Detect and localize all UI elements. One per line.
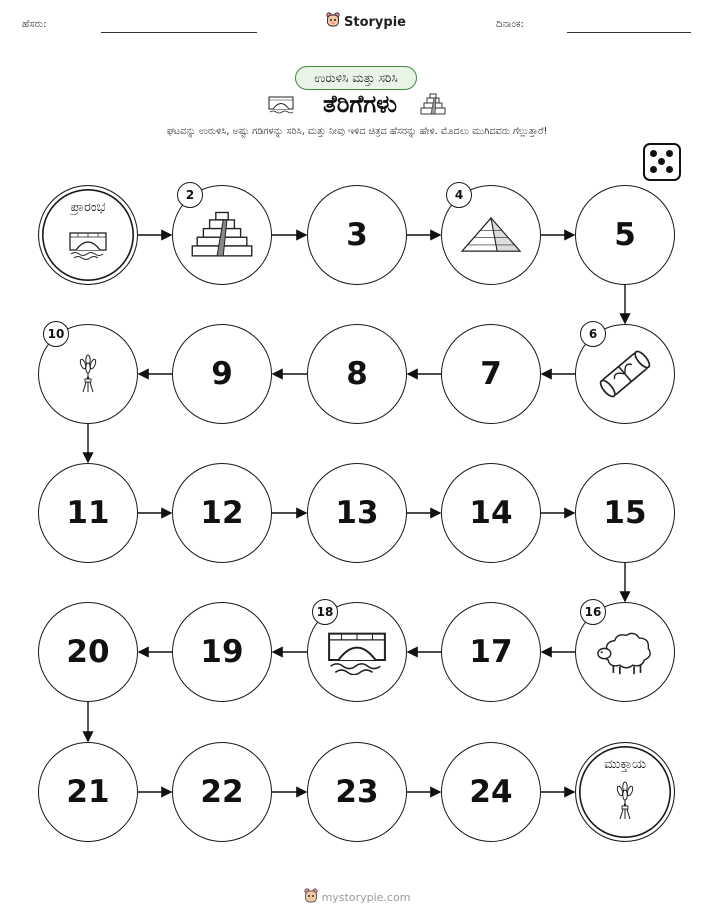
space-number-badge: 6: [580, 321, 606, 347]
board-space-19[interactable]: [172, 602, 272, 702]
board-space-20[interactable]: [38, 602, 138, 702]
date-line[interactable]: [567, 32, 691, 33]
board-space-15[interactable]: [575, 463, 675, 563]
pyramid-icon: [460, 216, 522, 253]
board-space-8[interactable]: [307, 324, 407, 424]
board-space-3[interactable]: [307, 185, 407, 285]
finish-label: ಮುಕ್ತಾಯ: [604, 757, 646, 772]
page-title: ತೆರಿಗೆಗಳು: [323, 90, 397, 118]
storypie-mascot-icon: [326, 12, 340, 32]
board-space-17[interactable]: [441, 602, 541, 702]
scroll-icon: [594, 343, 656, 405]
board-space-5[interactable]: [575, 185, 675, 285]
name-label: ಹೆಸರು:: [22, 19, 47, 30]
space-number: 9: [211, 356, 233, 392]
board-space-24[interactable]: [441, 742, 541, 842]
storypie-mascot-icon: [304, 888, 318, 907]
dice-pip: [666, 150, 673, 157]
space-number: 5: [614, 217, 636, 253]
space-number: 8: [346, 356, 368, 392]
space-number: 13: [335, 495, 379, 531]
stepped-pyramid-icon: [418, 92, 448, 122]
space-number: 21: [66, 774, 110, 810]
date-label: ದಿನಾಂಕ:: [496, 19, 524, 30]
sheep-icon: [594, 629, 656, 676]
start-space[interactable]: [38, 185, 138, 285]
space-number: 17: [469, 634, 513, 670]
wheat-icon: [76, 354, 100, 394]
board-space-22[interactable]: [172, 742, 272, 842]
dice-pip: [658, 158, 665, 165]
board-space-6[interactable]: [575, 324, 675, 424]
dice-pip: [650, 150, 657, 157]
footer-url[interactable]: mystorypie.com: [321, 891, 411, 904]
bridge-icon: [326, 629, 388, 676]
wheat-icon: [613, 781, 637, 825]
activity-pill: ಉರುಳಿಸಿ ಮತ್ತು ಸರಿಸಿ: [295, 66, 417, 90]
board-space-9[interactable]: [172, 324, 272, 424]
brand-logo: [326, 12, 406, 32]
bridge-icon: [268, 95, 294, 119]
board-space-2[interactable]: [172, 185, 272, 285]
board-space-10[interactable]: [38, 324, 138, 424]
bridge-icon: [68, 230, 108, 264]
worksheet-header: [0, 0, 714, 60]
footer: [0, 888, 714, 907]
board-space-23[interactable]: [307, 742, 407, 842]
space-number-badge: 10: [43, 321, 69, 347]
finish-space[interactable]: [575, 742, 675, 842]
space-number-badge: 4: [446, 182, 472, 208]
space-number: 15: [603, 495, 647, 531]
dice-pip: [666, 166, 673, 173]
space-number: 23: [335, 774, 379, 810]
board-space-11[interactable]: [38, 463, 138, 563]
board-space-12[interactable]: [172, 463, 272, 563]
board-space-7[interactable]: [441, 324, 541, 424]
instructions-text: ಘಟವನ್ನು ಉರುಳಿಸಿ, ಅಷ್ಟು ಗಡಿಗಳನ್ನು ಸರಿಸಿ, ಮತ್ತು ನೀವು ಇಳಿದ ಚಿತ್ರದ ಹೆಸರನ್ನು ಹೇಳಿ. ಮೊದಲು ಮುಗಿದವರು ಗೆಲ್ಲುತ್ತಾರೆ!: [166, 126, 548, 137]
start-label: ಪ್ರಾರಂಭ: [70, 200, 106, 215]
name-line[interactable]: [101, 32, 257, 33]
space-number-badge: 16: [580, 599, 606, 625]
space-number-badge: 18: [312, 599, 338, 625]
stepped-pyramid-icon: [191, 210, 253, 260]
board-space-4[interactable]: [441, 185, 541, 285]
space-number-badge: 2: [177, 182, 203, 208]
space-number: 14: [469, 495, 513, 531]
board-space-16[interactable]: [575, 602, 675, 702]
space-number: 20: [66, 634, 110, 670]
space-number: 24: [469, 774, 513, 810]
board-space-13[interactable]: [307, 463, 407, 563]
space-number: 12: [200, 495, 244, 531]
board-space-14[interactable]: [441, 463, 541, 563]
dice-icon: [643, 143, 681, 181]
dice-pip: [650, 166, 657, 173]
brand-name: Storypie: [344, 14, 406, 30]
space-number: 3: [346, 217, 368, 253]
space-number: 22: [200, 774, 244, 810]
board-space-18[interactable]: [307, 602, 407, 702]
space-number: 11: [66, 495, 110, 531]
space-number: 7: [480, 356, 502, 392]
space-number: 19: [200, 634, 244, 670]
board-space-21[interactable]: [38, 742, 138, 842]
